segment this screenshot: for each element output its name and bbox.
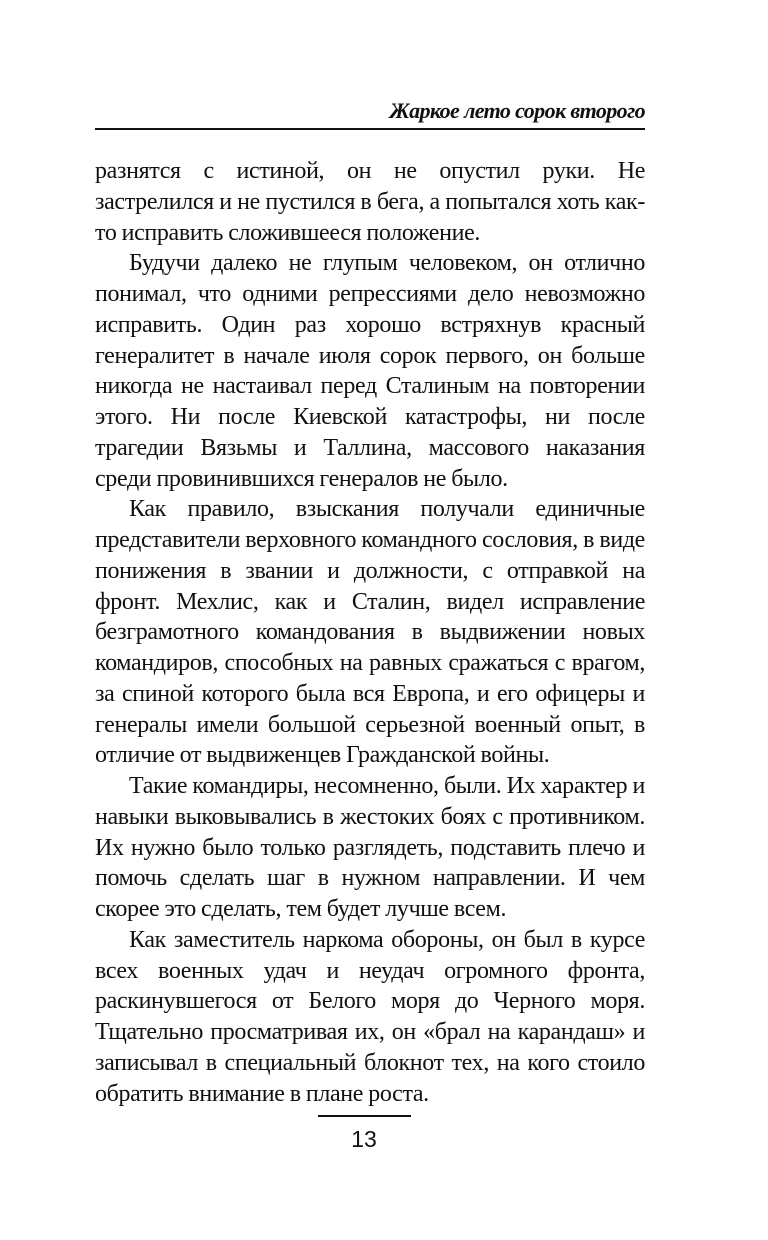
paragraph: Такие командиры, несомненно, были. Их характер и навыки выковывались в жестоких боях с противником. Их нужно было только разглядеть, подставить плечо и помочь сделать шаг в нужном направлении. И чем скорее это сделать, тем будет лучше всем.	[95, 773, 645, 922]
paragraph: Как заместитель наркома обороны, он был в курсе всех военных удач и неудач огромного фронта, раскинувшегося от Белого моря до Черного моря. Тщательно просматривая их, он «брал на карандаш» и записывал в специальный блокнот тех, на кого стоило обратить внимание в плане роста.	[95, 926, 645, 1107]
paragraph: Будучи далеко не глупым человеком, он отлично понимал, что одними репрессиями дело невозможно исправить. Один раз хорошо встряхнув красный генералитет в начале июля сорок первого, он больше никогда не настаивал перед Сталиным на повторении этого. Ни после Киевской катастрофы, ни после трагедии Вязьмы и Таллина, массового наказания среди провинившихся генералов не было.	[95, 250, 645, 492]
page-number: 13	[351, 1126, 377, 1152]
footer-rule	[318, 1115, 411, 1117]
running-title: Жаркое лето сорок второго	[389, 98, 645, 123]
body-text	[95, 156, 645, 1109]
paragraph: разнятся с истиной, он не опустил руки. Не застрелился и не пустился в бега, а попытался хоть как-то исправить сложившееся положение.	[95, 158, 645, 246]
running-header	[95, 98, 645, 130]
paragraph: Как правило, взыскания получали единичные представители верховного командного сословия, в виде понижения в звании и должности, с отправкой на фронт. Мехлис, как и Сталин, видел исправление безграмотного командования в выдвижении новых командиров, способных на равных сражаться с врагом, за спиной которого была вся Европа, и его офицеры и генералы имели большой серьезной военный опыт, в отличие от выдвиженцев Гражданской войны.	[95, 496, 645, 769]
page-footer	[0, 1115, 768, 1165]
